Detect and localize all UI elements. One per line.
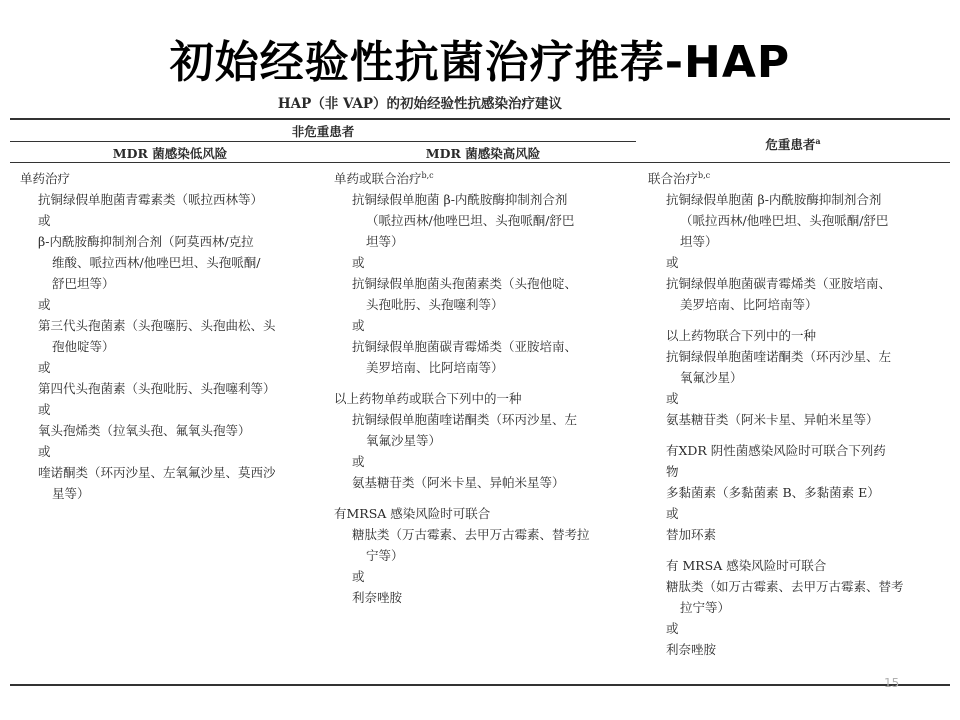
group-header-rule — [10, 141, 636, 142]
table-line — [20, 399, 326, 420]
line-text: 糖肽类（万古霉素、去甲万古霉素、替考拉 — [352, 527, 590, 542]
table-line — [648, 252, 948, 273]
line-text: 宁等） — [366, 548, 404, 563]
footnote-marker: b,c — [421, 170, 434, 180]
table-line — [648, 325, 948, 346]
line-text: 第三代头孢菌素（头孢噻肟、头孢曲松、头 — [38, 318, 276, 333]
table-line — [648, 231, 948, 252]
line-text: 利奈唑胺 — [666, 642, 717, 657]
header-critical-sup: a — [815, 135, 821, 146]
line-text: 有MRSA 感染风险时可联合 — [334, 506, 491, 521]
line-text: β-内酰胺酶抑制剂合剂（阿莫西林/克拉 — [38, 234, 254, 249]
table-line — [334, 472, 634, 493]
line-text: 抗铜绿假单胞菌 β-内酰胺酶抑制剂合剂 — [352, 192, 568, 207]
line-text: 或 — [38, 360, 51, 375]
line-text: 物 — [666, 464, 679, 479]
line-text: 氧氟沙星） — [680, 370, 743, 385]
table-line — [334, 252, 634, 273]
table-line — [648, 440, 948, 461]
table-line — [334, 231, 634, 252]
table-line — [20, 420, 326, 441]
line-text: 以上药物联合下列中的一种 — [666, 328, 817, 343]
column-critical — [648, 168, 948, 660]
line-text: 联合治疗 — [648, 171, 699, 186]
spacer — [648, 315, 948, 325]
table-line — [20, 441, 326, 462]
table-line — [648, 294, 948, 315]
section-heading — [20, 168, 326, 189]
line-text: 氨基糖苷类（阿米卡星、异帕米星等） — [352, 475, 565, 490]
table-line — [648, 618, 948, 639]
section-heading — [334, 388, 634, 409]
table-bottom-rule — [10, 684, 950, 686]
line-text: 或 — [38, 402, 51, 417]
table-line — [334, 357, 634, 378]
table-line — [20, 462, 326, 483]
table-line — [334, 189, 634, 210]
line-text: 或 — [666, 506, 679, 521]
table-line — [334, 566, 634, 587]
table-line — [334, 451, 634, 472]
line-text: 或 — [666, 391, 679, 406]
header-mdr-high-risk: MDR 菌感染高风险 — [425, 146, 541, 161]
line-text: 氧氟沙星等） — [366, 433, 442, 448]
line-text: 抗铜绿假单胞菌 β-内酰胺酶抑制剂合剂 — [666, 192, 882, 207]
table-line — [20, 231, 326, 252]
line-text: 抗铜绿假单胞菌喹诺酮类（环丙沙星、左 — [666, 349, 892, 364]
line-text: 或 — [38, 444, 51, 459]
spacer — [648, 545, 948, 555]
table-line — [334, 524, 634, 545]
section-heading — [648, 168, 948, 189]
treatment-table — [10, 92, 950, 692]
section-heading — [334, 503, 634, 524]
table-line — [20, 357, 326, 378]
header-mdr-low-risk: MDR 菌感染低风险 — [112, 146, 228, 161]
table-line — [334, 409, 634, 430]
line-text: 抗铜绿假单胞菌头孢菌素类（头孢他啶、 — [352, 276, 578, 291]
line-text: （哌拉西林/他唑巴坦、头孢哌酮/舒巴 — [366, 213, 575, 228]
line-text: 坦等） — [366, 234, 404, 249]
line-text: 单药治疗 — [20, 171, 71, 186]
line-text: （哌拉西林/他唑巴坦、头孢哌酮/舒巴 — [680, 213, 889, 228]
table-line — [648, 482, 948, 503]
line-text: 有XDR 阴性菌感染风险时可联合下列药 — [666, 443, 886, 458]
line-text: 利奈唑胺 — [352, 590, 403, 605]
spacer — [334, 493, 634, 503]
spacer — [334, 378, 634, 388]
line-text: 以上药物单药或联合下列中的一种 — [334, 391, 522, 406]
line-text: 抗铜绿假单胞菌碳青霉烯类（亚胺培南、 — [352, 339, 578, 354]
line-text: 拉宁等） — [680, 600, 731, 615]
line-text: 维酸、哌拉西林/他唑巴坦、头孢哌酮/ — [52, 255, 261, 270]
line-text: 或 — [352, 318, 365, 333]
column-mdr-high-risk — [334, 168, 634, 608]
table-line — [648, 597, 948, 618]
line-text: 美罗培南、比阿培南等） — [366, 360, 504, 375]
table-top-rule — [10, 118, 950, 120]
header-bottom-rule — [10, 162, 950, 163]
section-heading — [334, 168, 634, 189]
table-line — [334, 315, 634, 336]
table-line — [648, 388, 948, 409]
line-text: 抗铜绿假单胞菌青霉素类（哌拉西林等） — [38, 192, 264, 207]
line-text: 第四代头孢菌素（头孢吡肟、头孢噻利等） — [38, 381, 276, 396]
table-line — [334, 210, 634, 231]
footnote-marker: b,c — [698, 170, 711, 180]
line-text: 喹诺酮类（环丙沙星、左氧氟沙星、莫西沙 — [38, 465, 276, 480]
table-line — [648, 367, 948, 388]
table-line — [648, 524, 948, 545]
table-line — [334, 587, 634, 608]
line-text: 氧头孢烯类（拉氧头孢、氟氧头孢等） — [38, 423, 251, 438]
line-text: 美罗培南、比阿培南等） — [680, 297, 818, 312]
table-line — [334, 294, 634, 315]
table-line — [648, 210, 948, 231]
line-text: 星等） — [52, 486, 90, 501]
table-line — [334, 545, 634, 566]
table-line — [20, 483, 326, 504]
table-line — [648, 189, 948, 210]
line-text: 单药或联合治疗 — [334, 171, 422, 186]
table-line — [334, 273, 634, 294]
group-header-non-critical: 非危重患者 — [291, 124, 355, 139]
line-text: 多黏菌素（多黏菌素 B、多黏菌素 E） — [666, 485, 880, 500]
table-line — [20, 273, 326, 294]
table-line — [334, 336, 634, 357]
table-line — [20, 210, 326, 231]
line-text: 或 — [666, 255, 679, 270]
table-line — [20, 252, 326, 273]
header-critical-label: 危重患者 — [765, 137, 816, 152]
line-text: 或 — [38, 213, 51, 228]
table-line — [648, 555, 948, 576]
line-text: 替加环素 — [666, 527, 717, 542]
spacer — [648, 430, 948, 440]
table-line — [20, 315, 326, 336]
table-line — [648, 639, 948, 660]
column-mdr-low-risk — [20, 168, 326, 504]
line-text: 孢他啶等） — [52, 339, 115, 354]
line-text: 坦等） — [680, 234, 718, 249]
table-line — [20, 378, 326, 399]
line-text: 或 — [352, 569, 365, 584]
line-text: 抗铜绿假单胞菌喹诺酮类（环丙沙星、左 — [352, 412, 578, 427]
table-line — [648, 576, 948, 597]
table-line — [20, 294, 326, 315]
table-line — [648, 346, 948, 367]
slide-title: 初始经验性抗菌治疗推荐-HAP — [169, 37, 791, 88]
table-line — [648, 409, 948, 430]
line-text: 抗铜绿假单胞菌碳青霉烯类（亚胺培南、 — [666, 276, 892, 291]
line-text: 舒巴坦等） — [52, 276, 115, 291]
line-text: 或 — [352, 454, 365, 469]
line-text: 糖肽类（如万古霉素、去甲万古霉素、替考 — [666, 579, 904, 594]
line-text: 头孢吡肟、头孢噻利等） — [366, 297, 504, 312]
line-text: 氨基糖苷类（阿米卡星、异帕米星等） — [666, 412, 879, 427]
table-line — [648, 461, 948, 482]
table-line — [20, 189, 326, 210]
line-text: 或 — [666, 621, 679, 636]
table-line — [20, 336, 326, 357]
table-line — [648, 273, 948, 294]
table-caption: HAP（非 VAP）的初始经验性抗感染治疗建议 — [277, 96, 563, 112]
table-line — [334, 430, 634, 451]
header-critical-patients — [636, 135, 950, 153]
line-text: 有 MRSA 感染风险时可联合 — [666, 558, 827, 573]
line-text: 或 — [38, 297, 51, 312]
line-text: 或 — [352, 255, 365, 270]
page-number: 15 — [884, 676, 900, 690]
table-line — [648, 503, 948, 524]
